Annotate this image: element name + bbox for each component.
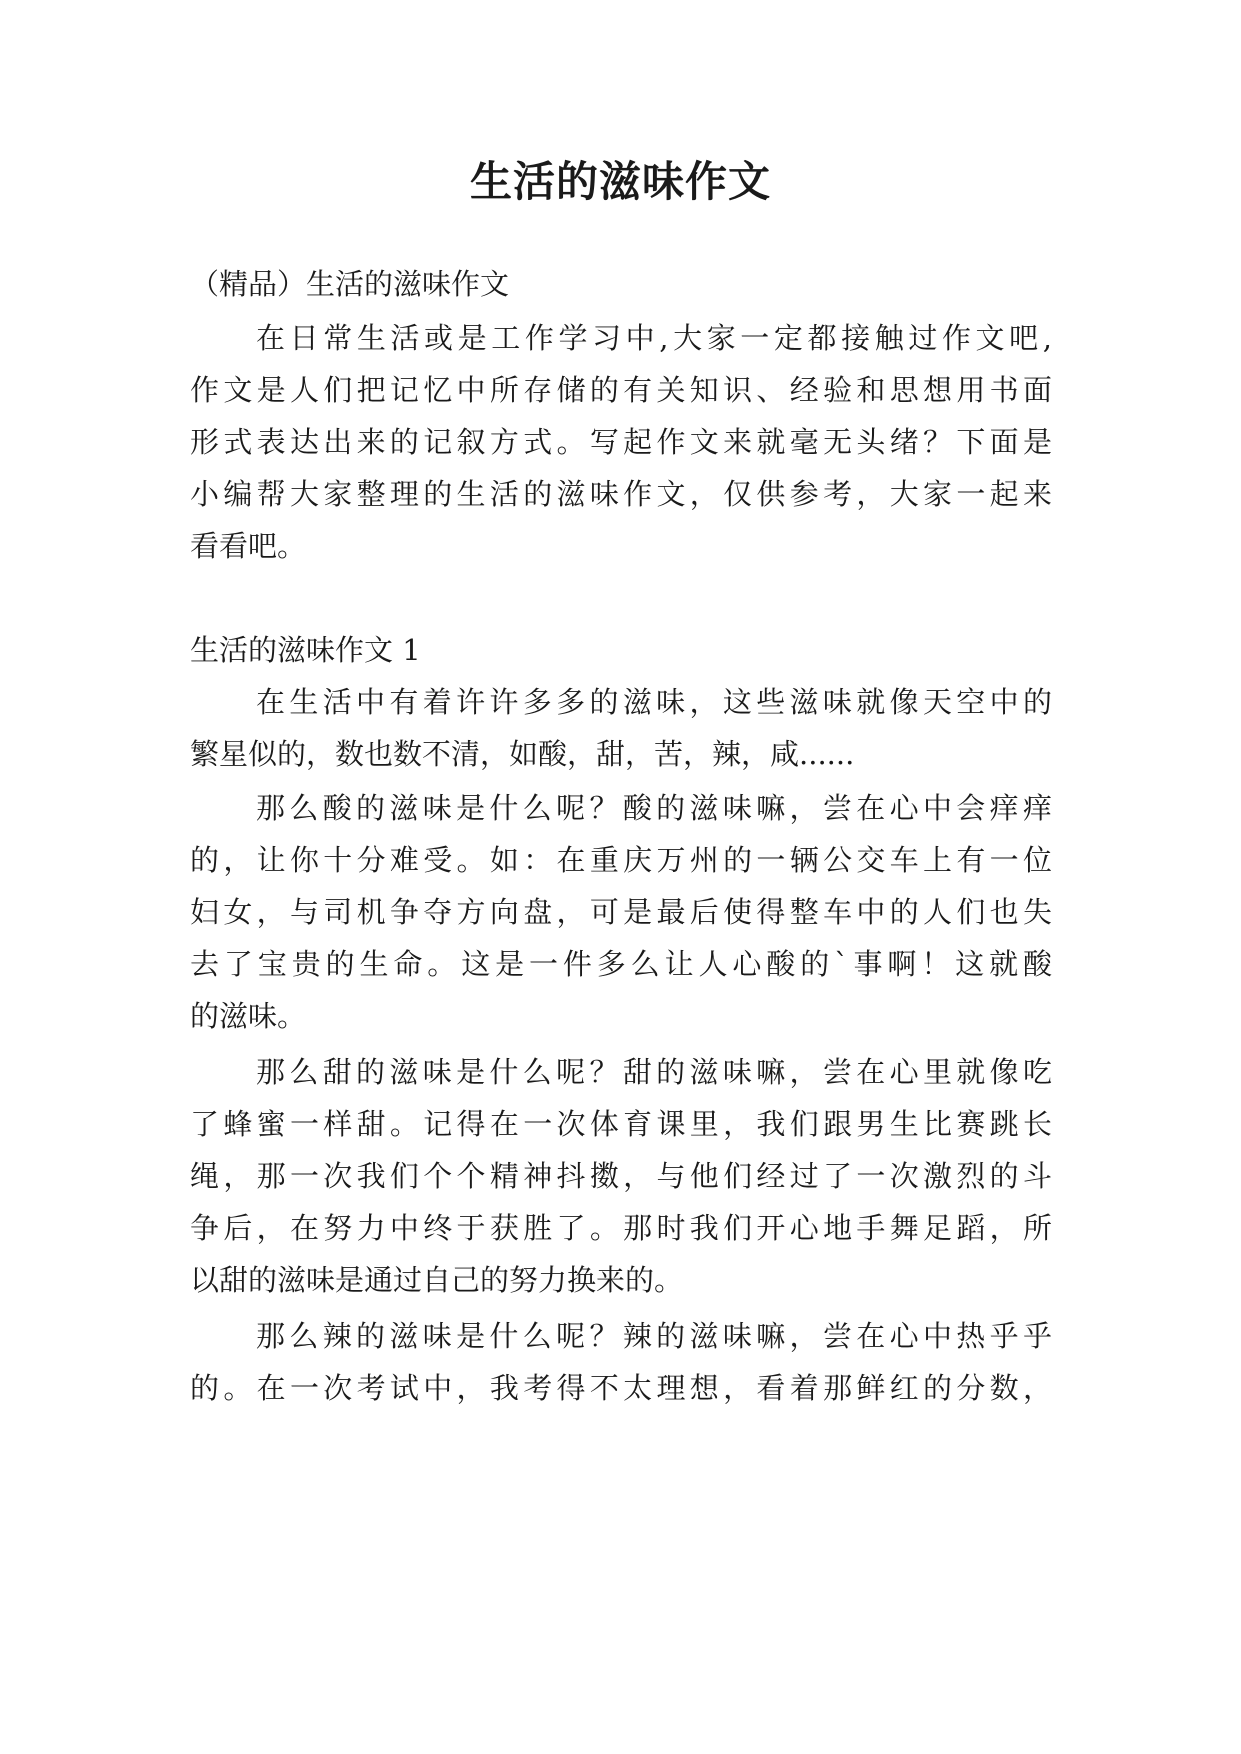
- paragraph-line: 作文是人们把记忆中所存储的有关知识、经验和思想用书面: [190, 373, 1052, 407]
- paragraph-line: 那么辣的滋味是什么呢？辣的滋味嘛，尝在心中热乎乎: [256, 1319, 1052, 1353]
- paragraph-line: 的滋味。: [190, 999, 307, 1033]
- paragraph-line: 那么酸的滋味是什么呢？酸的滋味嘛，尝在心中会痒痒: [256, 791, 1052, 825]
- paragraph-line: 去了宝贵的生命。这是一件多么让人心酸的`事啊！这就酸: [190, 947, 1052, 981]
- page-title: 生活的滋味作文: [469, 157, 771, 206]
- paragraph-line: 绳，那一次我们个个精神抖擞，与他们经过了一次激烈的斗: [190, 1159, 1052, 1193]
- paragraph-line: 争后，在努力中终于获胜了。那时我们开心地手舞足蹈，所: [190, 1211, 1052, 1245]
- section-heading: 生活的滋味作文 1: [190, 633, 421, 667]
- paragraph-line: 的，让你十分难受。如：在重庆万州的一辆公交车上有一位: [190, 843, 1052, 877]
- paragraph-line: 的。在一次考试中，我考得不太理想，看着那鲜红的分数，: [190, 1371, 1052, 1405]
- paragraph-line: 小编帮大家整理的生活的滋味作文，仅供参考，大家一起来: [190, 477, 1052, 511]
- subtitle-line: （精品）生活的滋味作文: [190, 267, 510, 301]
- paragraph-line: 在生活中有着许许多多的滋味，这些滋味就像天空中的: [256, 685, 1052, 719]
- paragraph-line: 繁星似的，数也数不清，如酸，甜，苦，辣，咸......: [190, 737, 855, 771]
- paragraph-line: 妇女，与司机争夺方向盘，可是最后使得整车中的人们也失: [190, 895, 1052, 929]
- paragraph-line: 那么甜的滋味是什么呢？甜的滋味嘛，尝在心里就像吃: [256, 1055, 1052, 1089]
- paragraph-line: 形式表达出来的记叙方式。写起作文来就毫无头绪？下面是: [190, 425, 1052, 459]
- paragraph-line: 了蜂蜜一样甜。记得在一次体育课里，我们跟男生比赛跳长: [190, 1107, 1052, 1141]
- paragraph-line: 看看吧。: [190, 529, 307, 563]
- paragraph-line: 在日常生活或是工作学习中,大家一定都接触过作文吧,: [256, 321, 1052, 355]
- paragraph-line: 以甜的滋味是通过自己的努力换来的。: [190, 1263, 684, 1297]
